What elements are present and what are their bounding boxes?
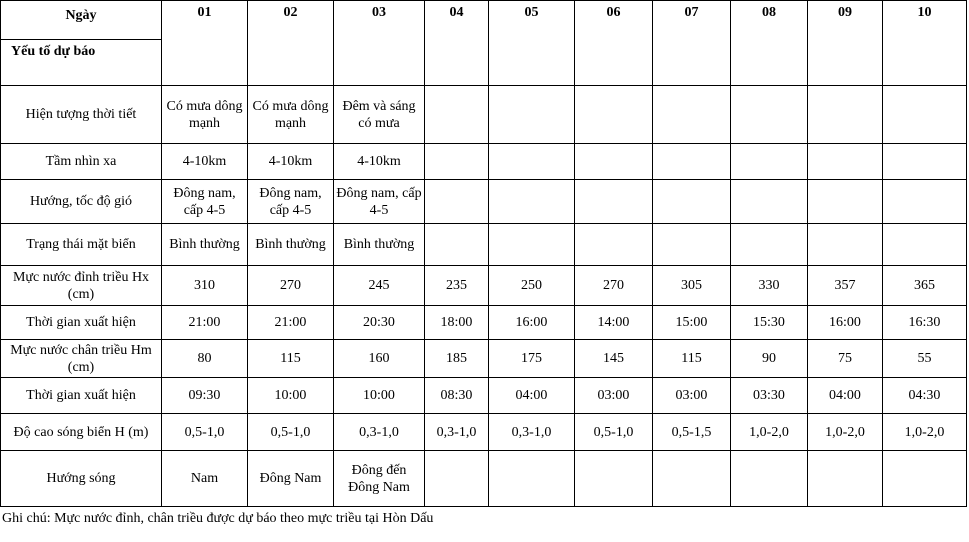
table-cell: Bình thường — [248, 224, 334, 266]
footnote: Ghi chú: Mực nước đỉnh, chân triều được dự báo theo mực triều tại Hòn Dấu — [2, 511, 434, 526]
table-cell: 250 — [489, 266, 575, 306]
table-cell: 0,5-1,0 — [575, 414, 653, 451]
table-cell — [575, 451, 653, 507]
row-label: Trạng thái mặt biển — [1, 224, 162, 266]
table-cell — [425, 451, 489, 507]
table-cell: 03:00 — [575, 378, 653, 414]
header-row — [1, 1, 967, 86]
table-cell: Đông Nam — [248, 451, 334, 507]
table-cell: 20:30 — [334, 306, 425, 340]
table-cell: 15:00 — [653, 306, 731, 340]
row-label: Thời gian xuất hiện — [1, 306, 162, 340]
table-cell: 15:30 — [731, 306, 808, 340]
table-row — [1, 266, 967, 306]
table-cell — [883, 451, 967, 507]
table-cell — [731, 224, 808, 266]
table-cell: Đêm và sáng có mưa — [334, 86, 425, 144]
table-cell — [883, 144, 967, 180]
table-cell — [425, 180, 489, 224]
table-cell — [575, 180, 653, 224]
table-cell — [425, 86, 489, 144]
day-header: 03 — [334, 1, 425, 86]
table-row — [1, 144, 967, 180]
table-cell — [653, 144, 731, 180]
table-cell: 310 — [162, 266, 248, 306]
table-cell: 16:30 — [883, 306, 967, 340]
table-row — [1, 451, 967, 507]
table-cell — [489, 224, 575, 266]
table-row — [1, 414, 967, 451]
table-cell — [731, 451, 808, 507]
table-cell: 10:00 — [248, 378, 334, 414]
table-cell — [575, 86, 653, 144]
table-cell: 1,0-2,0 — [808, 414, 883, 451]
table-cell — [731, 86, 808, 144]
factor-label: Yếu tố dự báo — [11, 44, 96, 59]
table-cell: 115 — [248, 340, 334, 378]
table-cell: 305 — [653, 266, 731, 306]
table-cell: 03:00 — [653, 378, 731, 414]
row-label: Tầm nhìn xa — [1, 144, 162, 180]
table-cell: 115 — [653, 340, 731, 378]
table-cell: 08:30 — [425, 378, 489, 414]
table-cell: 80 — [162, 340, 248, 378]
table-cell — [883, 86, 967, 144]
table-cell — [425, 224, 489, 266]
table-cell: 160 — [334, 340, 425, 378]
table-cell: Nam — [162, 451, 248, 507]
table-cell — [489, 451, 575, 507]
table-cell: 365 — [883, 266, 967, 306]
table-cell — [808, 180, 883, 224]
table-row — [1, 340, 967, 378]
table-cell: 235 — [425, 266, 489, 306]
table-cell: 0,3-1,0 — [489, 414, 575, 451]
row-label: Mực nước chân triều Hm (cm) — [1, 340, 162, 378]
table-cell — [489, 144, 575, 180]
row-label: Thời gian xuất hiện — [1, 378, 162, 414]
table-cell: 270 — [248, 266, 334, 306]
table-cell — [883, 224, 967, 266]
table-cell — [425, 144, 489, 180]
table-cell: 55 — [883, 340, 967, 378]
table-cell: Có mưa dông mạnh — [162, 86, 248, 144]
table-cell: 0,3-1,0 — [425, 414, 489, 451]
table-cell: 21:00 — [162, 306, 248, 340]
table-cell — [575, 144, 653, 180]
day-header: 04 — [425, 1, 489, 86]
table-cell: 185 — [425, 340, 489, 378]
table-cell — [808, 224, 883, 266]
table-row — [1, 180, 967, 224]
table-cell: 1,0-2,0 — [731, 414, 808, 451]
table-cell: Bình thường — [162, 224, 248, 266]
row-label: Hướng sóng — [1, 451, 162, 507]
ngay-label: Ngày — [1, 4, 161, 40]
table-row — [1, 378, 967, 414]
table-cell: 90 — [731, 340, 808, 378]
table-cell: 09:30 — [162, 378, 248, 414]
corner-cell — [1, 1, 162, 86]
row-label: Mực nước đỉnh triều Hx (cm) — [1, 266, 162, 306]
day-header: 02 — [248, 1, 334, 86]
table-cell: Đông nam, cấp 4-5 — [162, 180, 248, 224]
table-cell: Có mưa dông mạnh — [248, 86, 334, 144]
table-cell: 14:00 — [575, 306, 653, 340]
table-cell: Bình thường — [334, 224, 425, 266]
table-cell: 4-10km — [334, 144, 425, 180]
table-cell: 245 — [334, 266, 425, 306]
table-cell: 0,3-1,0 — [334, 414, 425, 451]
table-cell: 0,5-1,5 — [653, 414, 731, 451]
table-cell: 1,0-2,0 — [883, 414, 967, 451]
table-cell — [808, 86, 883, 144]
table-cell: 10:00 — [334, 378, 425, 414]
table-cell: 0,5-1,0 — [248, 414, 334, 451]
day-header: 06 — [575, 1, 653, 86]
table-cell — [653, 224, 731, 266]
table-cell: 75 — [808, 340, 883, 378]
table-cell: Đông nam, cấp 4-5 — [248, 180, 334, 224]
day-header: 01 — [162, 1, 248, 86]
table-cell — [731, 180, 808, 224]
table-cell: 0,5-1,0 — [162, 414, 248, 451]
table-cell: Đông nam, cấp 4-5 — [334, 180, 425, 224]
table-row — [1, 224, 967, 266]
table-cell: 145 — [575, 340, 653, 378]
table-cell: 04:00 — [808, 378, 883, 414]
table-cell: 04:00 — [489, 378, 575, 414]
table-row — [1, 306, 967, 340]
table-cell: 04:30 — [883, 378, 967, 414]
table-cell: 18:00 — [425, 306, 489, 340]
day-header: 08 — [731, 1, 808, 86]
table-cell: 4-10km — [248, 144, 334, 180]
table-cell — [575, 224, 653, 266]
table-cell — [731, 144, 808, 180]
table-cell: Đông đến Đông Nam — [334, 451, 425, 507]
day-header: 05 — [489, 1, 575, 86]
table-cell: 03:30 — [731, 378, 808, 414]
table-cell: 16:00 — [808, 306, 883, 340]
table-cell: 270 — [575, 266, 653, 306]
table-row — [1, 86, 967, 144]
table-cell — [489, 180, 575, 224]
table-cell: 16:00 — [489, 306, 575, 340]
table-cell: 21:00 — [248, 306, 334, 340]
day-header: 07 — [653, 1, 731, 86]
table-cell — [653, 86, 731, 144]
row-label: Hướng, tốc độ gió — [1, 180, 162, 224]
day-header: 10 — [883, 1, 967, 86]
table-cell — [808, 144, 883, 180]
table-cell — [653, 180, 731, 224]
row-label: Độ cao sóng biển H (m) — [1, 414, 162, 451]
table-cell: 4-10km — [162, 144, 248, 180]
row-label: Hiện tượng thời tiết — [1, 86, 162, 144]
table-cell: 175 — [489, 340, 575, 378]
table-cell — [808, 451, 883, 507]
table-cell — [883, 180, 967, 224]
table-cell: 330 — [731, 266, 808, 306]
day-header: 09 — [808, 1, 883, 86]
table-cell — [489, 86, 575, 144]
table-cell — [653, 451, 731, 507]
table-cell: 357 — [808, 266, 883, 306]
